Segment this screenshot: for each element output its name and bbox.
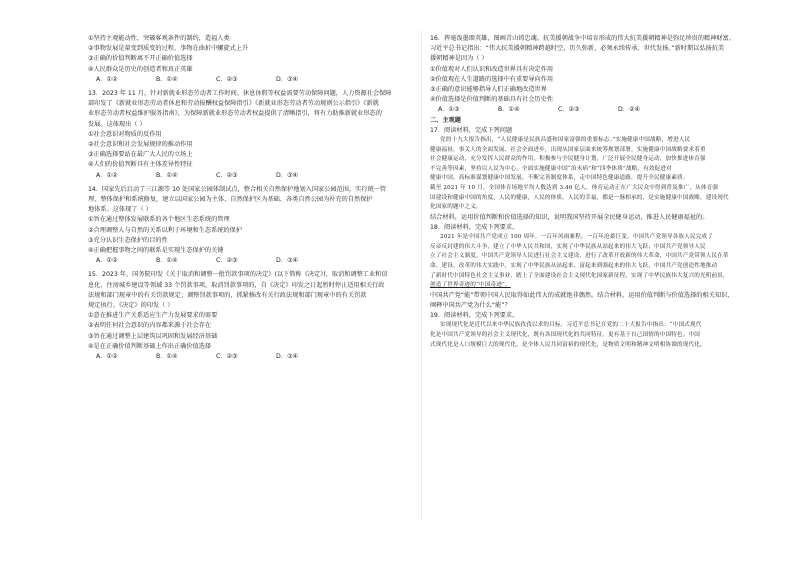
q13-option-c[interactable]: C．②③ xyxy=(216,171,238,179)
q17-task: 结合材料，运用价值判断和价值选择的知识，说明我国坚持开展全民健身运动，推进人民健康福祉的。 xyxy=(430,213,709,221)
q15-statement-3: ③旨在通过调整上层建筑以巩固和发展经济基础 xyxy=(88,332,218,340)
q16-option-c[interactable]: C．②③ xyxy=(558,106,580,114)
q18-task-line-1: 中国共产党“能”带领中国人民取得如此伟大的成就绝非偶然。结合材料，运用价值判断与价值选择的相关知识， xyxy=(430,291,734,299)
q13-stem-line-3: 业形态劳动者权益维护服务指南》，为保障新就业形态劳动者权益提供了清晰指引，将有力助推新就业形态的 xyxy=(88,110,382,118)
q17-material-line-4: 不完善等因素，坚持以人民为中心，全面实施健康中国“治未病”和“四季体质”战略，有效促进对 xyxy=(430,165,672,172)
q18-material-line-1: 2021 年是中国共产党成立 100 周年。一百年风雨兼程，一百年沧桑巨变。中国共产党领导各族人民完成了 xyxy=(440,234,713,241)
q16-option-b[interactable]: B．①④ xyxy=(498,106,520,114)
q17-material-line-3: 社会健康运动，充分发挥人民群众的作用，积极参与全民健身计划，广泛开展全民健身运动，加快推进体育强 xyxy=(430,156,706,163)
section-heading: 二、主观题 xyxy=(430,116,461,124)
q13-stem-line-4: 发展。这体现出（ ） xyxy=(88,120,146,128)
q18-material-line-2: 反帝反封建的伟大斗争，建立了中华人民共和国，实现了中华民族从站起来的伟大飞跃；中国共产党领导人民 xyxy=(430,243,706,250)
q18-material-line-6: 创造了世界奇迹的“中国奇迹”。 xyxy=(430,282,511,289)
q15-option-d[interactable]: D．③④ xyxy=(276,353,299,361)
q13-statement-1: ①社会意识对物质的反作用 xyxy=(88,130,162,138)
q16-statement-3: ③正确的意识能够指导人们正确地改造世界 xyxy=(430,86,547,94)
q18-task-line-2: 阐释中国共产党为什么“能”？ xyxy=(430,301,511,309)
q16-statement-4: ④价值选择是价值判断的基础具有社会历史性 xyxy=(430,96,554,104)
q14-option-c[interactable]: C．②③ xyxy=(216,257,238,265)
q13-stem-line-2: 部印发了《新就业形态劳动者休息和劳动报酬权益保障指引》《新就业形态劳动者劳动规则公示指引》《新就 xyxy=(88,100,379,108)
q12-options xyxy=(88,75,432,85)
q18-material-line-4: 命、建设、改革的伟大实践中，实现了中华民族从站起来、富起来到强起来的伟大飞跃，中国共产党创造性地推动 xyxy=(430,262,718,269)
q14-stem-line-1: 14．国家先后启动了三江源等 10 处国家公园体制试点，整合相关自然保护地划入国家公园范围，实行统一管 xyxy=(88,185,387,193)
q12-option-b[interactable]: B．①④ xyxy=(156,75,178,83)
q14-options xyxy=(88,256,432,266)
q15-stem-line-4: 规定执行。《决定》的印发（ ） xyxy=(88,302,174,310)
q16-statement-2: ②价值观在人生道路的选择中有重要导向作用 xyxy=(430,75,554,83)
q19-heading: 19．阅读材料，完成下列要求。 xyxy=(430,312,519,320)
q12-statement-3: ③正确的价值判断离不开正确价值选择 xyxy=(88,55,193,63)
q16-stem-line-2: 习近平总书记指出：“伟大抗美援朝精神跨越时空、历久弥新，必须永续传承、世代发扬。”新时期以弘扬抗美 xyxy=(430,45,725,53)
q12-option-d[interactable]: D．③④ xyxy=(276,75,299,83)
q16-stem-line-1: 16．挥毫泼墨颂英雄，图画青山铸忠魂。抗美援朝战争中培育形成的伟大抗美援朝精神是弥足珍贵的精神财富。 xyxy=(430,35,735,42)
q12-statement-2: ②事物发展是量变到质变的过程，事物在曲折中螺旋式上升 xyxy=(88,45,249,53)
q17-heading: 17．阅读材料，完成下列问题 xyxy=(430,126,513,134)
q14-statement-3: ③充分认识生态保护的目的性 xyxy=(88,236,168,244)
q17-material-line-2: 健康福祉，事关人的全面发展、社会全面进步，出现从国家层面来统筹规划部署。实施健康中国战略要求着重 xyxy=(430,146,706,153)
q15-stem-line-2: 息化、住房城乡建设等领域 33 个罚款事项，取消罚款事项的，自《决定》印发之日起暂时停止适用相关行政 xyxy=(88,281,385,289)
q14-statement-2: ②合理调整人与自然的关系以利于环境和生态系统的保护 xyxy=(88,226,243,234)
q14-option-d[interactable]: D．③④ xyxy=(276,257,299,265)
q13-options xyxy=(88,171,432,181)
q19-material-line-1: 实现现代化是近代以来中华民族孜孜以求的目标。习近平总书记在党的二十大报告中指出：“中国式现代 xyxy=(440,322,702,329)
q14-stem-line-3: 地体系。这体现了（ ） xyxy=(88,206,152,214)
q13-option-a[interactable]: A．①② xyxy=(96,171,118,179)
q14-statement-4: ④正确把握事物之间的联系是实现生态保护的关键 xyxy=(88,247,224,255)
q15-stem-line-3: 法规和部门规章中的有关罚款规定；调整罚款事项的，抓紧修改有关行政法规和部门规章中的有关罚款 xyxy=(88,291,367,299)
q15-option-b[interactable]: B．①④ xyxy=(156,353,178,361)
q13-statement-2: ②社会意识和社会发展规律的推动作用 xyxy=(88,141,193,149)
q16-stem-line-3: 援朝精神是因为（ ） xyxy=(430,55,488,63)
q12-statement-4: ④人民群众是历史的创造者和真正英雄 xyxy=(88,65,193,73)
q17-material-line-1: 党的十九大报告指出，“人民健康是民族昌盛和国家富强的重要标志。”实施健康中国战略，增进人民 xyxy=(440,137,691,144)
q13-stem-line-1: 13．2023 年 11 月，针对新就业形态劳动者工作时间、休息休假等权益需要劳动保障问题，人力资源社会保障 xyxy=(88,90,392,98)
q17-material-line-6: 截至 2021 年 10 月，全国体育场地平均人数达到 3.46 亿人，体育运动正在广大民众中得到普及推广，从体育强 xyxy=(430,185,719,191)
q17-material-line-8: 化国家的题中之义。 xyxy=(430,204,482,211)
q13-option-d[interactable]: D．③④ xyxy=(276,171,299,179)
q13-statement-4: ④人们的价值判断具有主体差异性特征 xyxy=(88,161,193,169)
q15-stem-line-1: 15．2023 年，国务院印发《关于取消和调整一批罚款事项的决定》(以下简称《决定》)，取消和调整工业和信 xyxy=(88,271,388,279)
q16-statement-1: ①价值观对人们认识和改造世界具有决定作用 xyxy=(430,65,554,73)
q14-option-a[interactable]: A．①② xyxy=(96,257,118,265)
q14-stem-line-2: 理、整体保护和系统修复，建立以国家公园为主体、自然保护区为基础、各类自然公园为补充的自然保护 xyxy=(88,196,373,204)
q17-material-line-5: 健康中国，高标准谋划健康中国发展，不断完善制度体系，走中国特色健康道路，提升全民健康素质。 xyxy=(430,175,689,182)
q15-options xyxy=(88,352,432,362)
q18-heading: 18．阅读材料，完成下列要求。 xyxy=(430,223,519,231)
q12-option-a[interactable]: A．①② xyxy=(96,75,118,83)
q19-material-line-2: 化是中国共产党领导的社会主义现代化，既有各国现代化的共同特征，更有基于自己国情的中国特色。中国 xyxy=(430,331,700,338)
q19-material-line-3: 式现代化是人口规模巨大的现代化，是全体人民共同富裕的现代化，是物质文明和精神文明相协调的现代化， xyxy=(430,341,706,348)
q16-option-a[interactable]: A．①③ xyxy=(438,106,460,114)
left-column xyxy=(88,34,432,362)
q15-statement-1: ①意在推进生产关系适应生产力发展要求的需要 xyxy=(88,312,218,320)
q14-statement-1: ①旨在通过整体发展联系的各个地区生态系统的管理 xyxy=(88,216,230,224)
q14-option-b[interactable]: B．①④ xyxy=(156,257,178,265)
q18-material-line-3: 立了社会主义制度，中国共产党领导人民进行社会主义建设，进行了改革开放新的伟大革命，中国共产党带领人民在革 xyxy=(430,253,729,260)
q13-statement-3: ③正确选择要站在最广大人民的立场上 xyxy=(88,151,193,159)
q15-statement-2: ②表明任何社会意识的内容都来源于社会存在 xyxy=(88,322,212,330)
q16-option-d[interactable]: D．②④ xyxy=(618,106,641,114)
q16-options xyxy=(430,105,774,115)
q18-material-line-5: 了新时代中国特色社会主义事业，踏上了全面建设社会主义现代化国家新征程，实现了中华民族伟大复兴的光明前景， xyxy=(430,272,729,279)
q15-option-a[interactable]: A．①② xyxy=(96,353,118,361)
right-column xyxy=(430,34,774,350)
q15-statement-4: ④是在正确价值判断基础上作出正确价值选择 xyxy=(88,342,212,350)
q15-option-c[interactable]: C．②③ xyxy=(216,353,238,361)
q17-material-line-7: 国建设和健康中国的角度，人民的健康，人民的体质，人民的幸福，都是一脉相承的，是实施健康中国战略，建设现代 xyxy=(430,194,729,201)
q12-option-c[interactable]: C．②③ xyxy=(216,75,238,83)
q12-statement-1: ①坚持主观能动性，突破客观条件的制约，造福人类 xyxy=(88,35,230,42)
q13-option-b[interactable]: B．①④ xyxy=(156,171,178,179)
